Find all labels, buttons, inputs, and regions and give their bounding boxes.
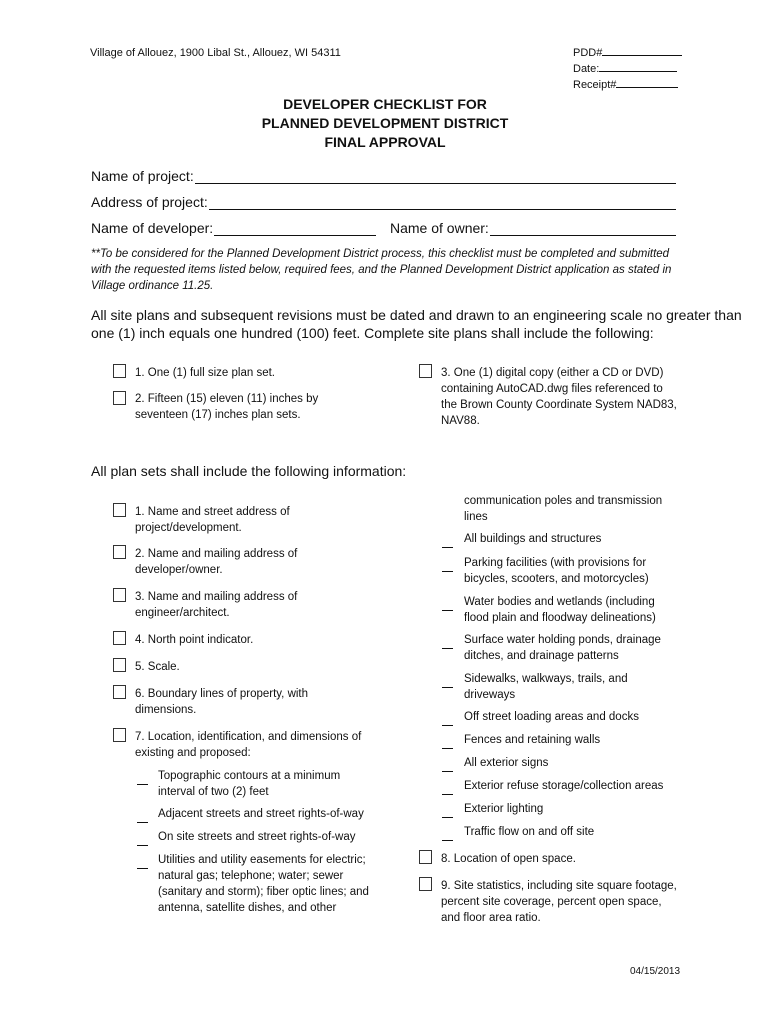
plan-sets-intro: All plan sets shall include the following information: [91,463,407,479]
sub-item-1-blank[interactable] [137,784,148,785]
developer-name-label: Name of developer: [91,220,214,236]
right-item-10-label: Exterior lighting [464,803,544,815]
plan-item-1-checkbox[interactable] [113,503,126,517]
owner-name-label: Name of owner: [390,220,489,236]
site-plan-item-1-label: 1. One (1) full size plan set. [135,367,275,379]
site-plan-item-2-label-1: 2. Fifteen (15) eleven (11) inches by [135,393,319,405]
plan-item-7-label-1: 7. Location, identification, and dimensions of [135,731,362,743]
project-address-field[interactable] [91,194,676,210]
plan-item-9-checkbox[interactable] [419,877,432,891]
plan-item-5-checkbox[interactable] [113,658,126,672]
right-item-11-blank[interactable] [442,840,453,841]
plan-item-6-label-1: 6. Boundary lines of property, with [135,688,309,700]
pdd-label: PDD# [573,47,603,59]
note-line-1: **To be considered for the Planned Development District process, this checklist must be completed and submitted [91,248,670,260]
sub-item-2-label: Adjacent streets and street rights-of-way [158,808,364,820]
plan-item-2-checkbox[interactable] [113,545,126,559]
right-item-8-label: All exterior signs [464,757,549,769]
receipt-label: Receipt# [573,79,617,91]
site-plan-item-3-label-4: NAV88. [441,415,480,427]
right-item-2-label-2: bicycles, scooters, and motorcycles) [464,573,649,585]
site-plan-item-3-label-1: 3. One (1) digital copy (either a CD or DVD) [441,367,664,379]
plan-item-9-label-1: 9. Site statistics, including site square footage, [441,880,677,892]
sub-item-4-continued-1: communication poles and transmission [464,495,663,507]
right-item-8-blank[interactable] [442,771,453,772]
right-item-6-blank[interactable] [442,725,453,726]
sub-item-1-label-1: Topographic contours at a minimum [158,770,341,782]
plan-item-1-label-1: 1. Name and street address of [135,506,290,518]
plan-item-3-checkbox[interactable] [113,588,126,602]
site-plans-intro-1: All site plans and subsequent revisions must be dated and drawn to an engineering scale no greater than [91,307,742,323]
date-label: Date: [573,63,600,75]
site-plan-item-1-checkbox[interactable] [113,364,126,378]
note-line-2: with the requested items listed below, required fees, and the Planned Development District application as stated in [91,264,672,276]
right-item-4-label-2: ditches, and drainage patterns [464,650,619,662]
right-item-9-label: Exterior refuse storage/collection areas [464,780,664,792]
sub-item-4-label-4: antenna, satellite dishes, and other [158,902,337,914]
plan-item-3-label-2: engineer/architect. [135,607,230,619]
right-item-2-label-1: Parking facilities (with provisions for [464,557,647,569]
right-item-7-blank[interactable] [442,748,453,749]
plan-item-1-label-2: project/development. [135,522,242,534]
plan-item-5-label: 5. Scale. [135,661,180,673]
plan-item-8-checkbox[interactable] [419,850,432,864]
project-address-label: Address of project: [91,194,208,210]
right-item-6-label: Off street loading areas and docks [464,711,639,723]
sub-item-4-label-3: (sanitary and storm); fiber optic lines; and [158,886,369,898]
plan-item-7-label-2: existing and proposed: [135,747,251,759]
sub-item-4-label-2: natural gas; telephone; water; sewer [158,870,344,882]
right-item-1-blank[interactable] [442,547,453,548]
developer-name-field[interactable] [91,220,376,236]
sub-item-3-label: On site streets and street rights-of-way [158,831,356,843]
right-item-11-label: Traffic flow on and off site [464,826,595,838]
sub-item-4-continued-2: lines [464,511,488,523]
plan-item-2-label-1: 2. Name and mailing address of [135,548,298,560]
note-line-3: Village ordinance 11.25. [91,280,214,292]
right-item-7-label: Fences and retaining walls [464,734,601,746]
owner-name-field[interactable] [390,220,676,236]
right-item-9-blank[interactable] [442,794,453,795]
sub-item-2-blank[interactable] [137,822,148,823]
plan-item-8-label: 8. Location of open space. [441,853,576,865]
title-line-2: PLANNED DEVELOPMENT DISTRICT [261,115,509,131]
plan-item-6-checkbox[interactable] [113,685,126,699]
site-plan-item-3-label-2: containing AutoCAD.dwg files referenced to [441,383,663,395]
revision-date: 04/15/2013 [630,966,681,977]
right-item-2-blank[interactable] [442,571,453,572]
right-item-3-label-1: Water bodies and wetlands (including [464,596,655,608]
sub-item-1-label-2: interval of two (2) feet [158,786,269,798]
right-item-5-label-1: Sidewalks, walkways, trails, and [464,673,628,685]
title-line-3: FINAL APPROVAL [324,134,446,150]
plan-item-4-checkbox[interactable] [113,631,126,645]
right-item-4-label-1: Surface water holding ponds, drainage [464,634,661,646]
plan-item-3-label-1: 3. Name and mailing address of [135,591,298,603]
site-plan-item-2-checkbox[interactable] [113,391,126,405]
site-plan-item-3-label-3: the Brown County Coordinate System NAD83, [441,399,677,411]
date-field[interactable] [573,61,683,77]
site-plan-item-2-label-2: seventeen (17) inches plan sets. [135,409,301,421]
plan-item-2-label-2: developer/owner. [135,564,223,576]
village-address: Village of Allouez, 1900 Libal St., Allouez, WI 54311 [90,47,341,59]
sub-item-4-label-1: Utilities and utility easements for electric; [158,854,366,866]
site-plans-intro-2: one (1) inch equals one hundred (100) feet. Complete site plans shall include the following: [91,325,654,341]
project-name-field[interactable] [91,168,676,184]
sub-item-4-blank[interactable] [137,868,148,869]
right-item-10-blank[interactable] [442,817,453,818]
right-item-1-label: All buildings and structures [464,533,602,545]
sub-item-3-blank[interactable] [137,845,148,846]
project-name-label: Name of project: [91,168,194,184]
right-item-5-label-2: driveways [464,689,516,701]
plan-item-4-label: 4. North point indicator. [135,634,254,646]
receipt-field[interactable] [573,77,683,93]
plan-item-7-checkbox[interactable] [113,728,126,742]
plan-item-9-label-3: and floor area ratio. [441,912,541,924]
pdd-field[interactable] [573,45,683,61]
right-item-5-blank[interactable] [442,687,453,688]
right-item-3-label-2: flood plain and floodway delineations) [464,612,656,624]
plan-item-9-label-2: percent site coverage, percent open space, [441,896,662,908]
right-item-3-blank[interactable] [442,610,453,611]
plan-item-6-label-2: dimensions. [135,704,197,716]
right-item-4-blank[interactable] [442,648,453,649]
site-plan-item-3-checkbox[interactable] [419,364,432,378]
title-line-1: DEVELOPER CHECKLIST FOR [283,96,487,112]
